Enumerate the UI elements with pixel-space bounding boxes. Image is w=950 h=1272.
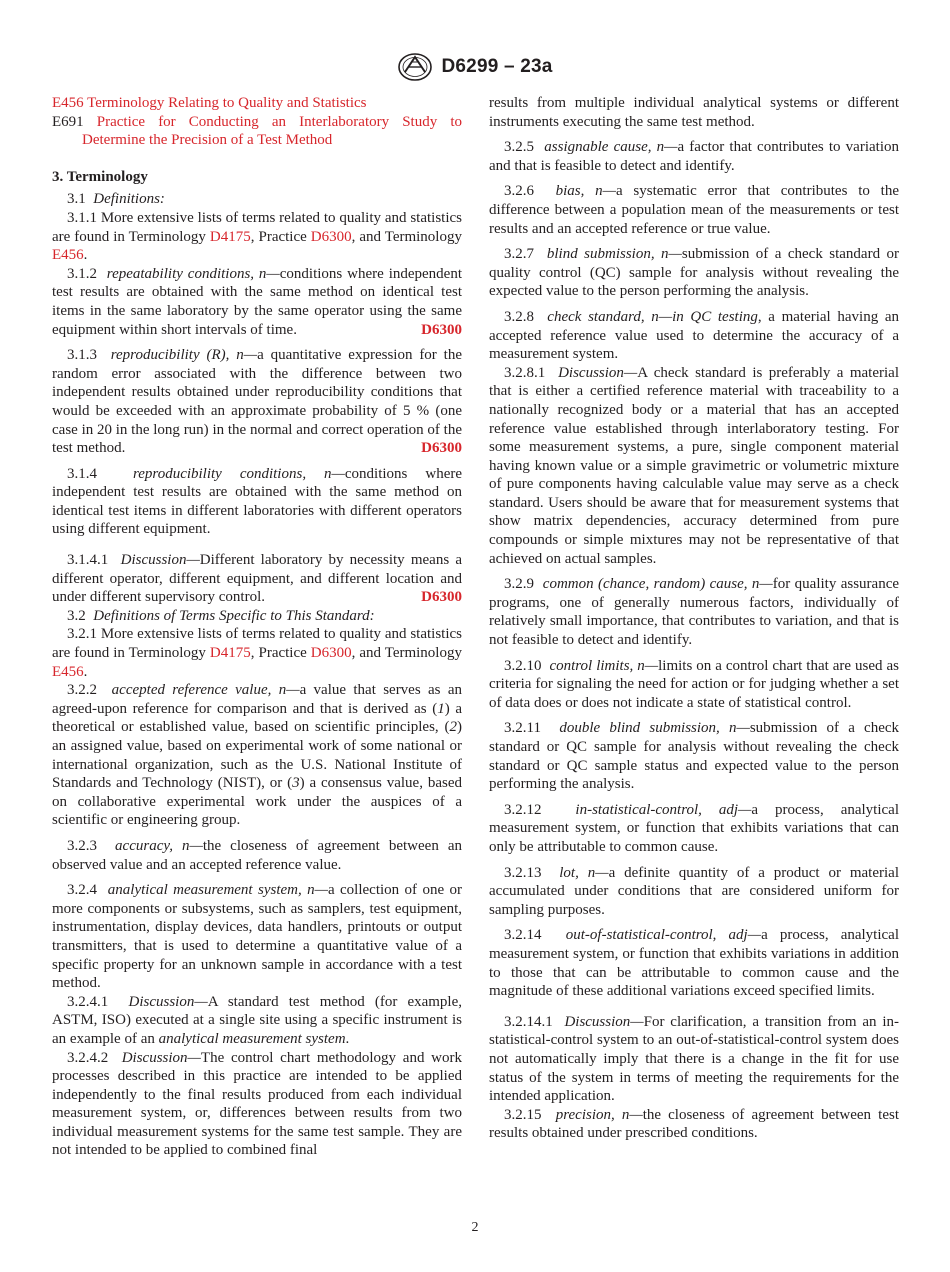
- paragraph-3-1-4: 3.1.4 reproducibility conditions, n—conditions where independent test results are obtained with the same method on identical test items in different laboratories with different operators using different equipment.: [52, 465, 463, 538]
- paragraph-continuation: results from multiple individual analytical systems or different instruments executing the same test method.: [489, 95, 899, 130]
- reference-e456: [52, 94, 462, 113]
- paragraph-3-2-11: 3.2.11 double blind submission, n—submission of a check standard or QC sample for analysis without revealing the check standard or QC sample status and expected value to the person performing the analysis.: [489, 720, 900, 793]
- paragraph-3-2-14: 3.2.14 out-of-statistical-control, adj—a process, analytical measurement system, or function that exhibits variations in addition to those that can be attributable to common cause and the magnitude of these additional variations exceed specified limits.: [489, 927, 900, 1000]
- paragraph-3-2-3: 3.2.3 accuracy, n—the closeness of agreement between an observed value and an accepted reference value.: [52, 837, 462, 873]
- reference-code[interactable]: E456: [52, 95, 84, 111]
- paragraph-3-2-2: 3.2.2 accepted reference value, n—a value that serves as an agreed-upon reference for comparison and that is derived as (1) a theoretical or established value, based on scientific principles, (2) an assigned value, based on experimental work of some national or international organization, such as the U.S. National Institute of Standards and Technology (NIST), or (3) a consensus value, based on collaborative experimental work under the auspices of a scientific or engineering group.: [52, 682, 462, 829]
- reference-title[interactable]: Terminology Relating to Quality and Statistics: [87, 95, 367, 111]
- paragraph-3-2-5: 3.2.5 assignable cause, n—a factor that contributes to variation and that is feasible to detect and identify.: [489, 139, 899, 174]
- reference-e691: [52, 113, 462, 150]
- link-d6300[interactable]: D6300: [310, 645, 352, 662]
- link-e456[interactable]: E456: [52, 247, 84, 264]
- link-d4175[interactable]: D4175: [209, 645, 251, 662]
- paragraph-3-2-7: 3.2.7 blind submission, n—submission of a check standard or quality control (QC) sample for analysis without revealing the expected value to the person performing the analysis.: [489, 246, 899, 300]
- paragraph-3-2-4-1: 3.2.4.1 Discussion—A standard test method (for example, ASTM, ISO) executed at a single site using a specific instrument is an example of an analytical measurement system.: [52, 993, 462, 1047]
- paragraph-3-2-4: 3.2.4 analytical measurement system, n—a collection of one or more components or subsystems, such as samplers, test equipment, instrumentation, display devices, data handlers, printouts or output transmitters, that is used to determine a quantitative value of a specific property for an unknown sample in accordance with a test method.: [52, 882, 462, 992]
- paragraph-3-2-10: 3.2.10 control limits, n—limits on a control chart that are used as criteria for signaling the need for action or for judging whether a set of data does or does not indicate a state of statistical control.: [489, 657, 900, 711]
- link-e456[interactable]: E456: [52, 663, 84, 680]
- paragraph-3-2-6: 3.2.6 bias, n—a systematic error that contributes to the difference between a population mean of the measurements or test results and an accepted reference or true value.: [489, 183, 899, 237]
- paragraph-3-2-15: 3.2.15 precision, n—the closeness of agreement between test results obtained under prescribed conditions.: [489, 1106, 899, 1142]
- paragraph-3-2-8-1: 3.2.8.1 Discussion—A check standard is preferably a material that is either a certified reference material with traceability to a nationally recognized body or a material that has an accepted reference value established through interlaboratory testing. For some measurement systems, a pure, single component material having known value or a simple gravimetric or volumetric mixture of pure components having calculable value may serve as a check standard. Users should be aware that for measurement systems that show matrix dependencies, accuracy determined from pure compounds or simple mixtures may not be representative of that achieved on actual samples.: [489, 364, 899, 567]
- source-d6300[interactable]: D6300: [421, 321, 462, 338]
- source-d6300[interactable]: D6300: [421, 440, 462, 457]
- section-heading: 3. Terminology: [52, 168, 148, 185]
- paragraph-3-2-9: 3.2.9 common (chance, random) cause, n—for quality assurance programs, one of generally numerous factors, individually of relatively small importance, that contributes to variation, and that is not feasible to detect and identify.: [489, 576, 900, 649]
- paragraph-3-2-1: 3.2.1 More extensive lists of terms related to quality and statistics are found in Terminology D4175, Practice D6300, and Terminology E456.: [52, 626, 462, 680]
- paragraph-3-2-8: 3.2.8 check standard, n—in QC testing, a material having an accepted reference value used to determine the accuracy of a measurement system.: [489, 308, 900, 363]
- link-d6300[interactable]: D6300: [310, 228, 352, 245]
- paragraph-3-2-12: 3.2.12 in-statistical-control, adj—a process, analytical measurement system, or function that exhibits variations that can only be attributable to common cause.: [489, 801, 899, 855]
- paragraph-3-2: 3.2 Definitions of Terms Specific to This Standard:: [67, 607, 375, 624]
- page-header: [0, 52, 950, 82]
- link-d4175[interactable]: D4175: [209, 228, 251, 245]
- paragraph-3-1-2: 3.1.2 repeatability conditions, n—conditions where independent test results are obtained with the same method on identical test items in the same laboratory by the same operator using the same equipment within short intervals of time. D6300: [52, 265, 463, 338]
- paragraph-3-1: 3.1 Definitions:: [67, 191, 165, 208]
- paragraph-3-1-4-1: 3.1.4.1 Discussion—Different laboratory by necessity means a different operator, different equipment, and different location and under different supervisory control. D6300: [52, 552, 462, 606]
- astm-logo-icon: [397, 52, 433, 82]
- right-column: [489, 94, 899, 1143]
- source-d6300[interactable]: D6300: [421, 589, 462, 606]
- paragraph-3-2-14-1: 3.2.14.1 Discussion—For clarification, a transition from an in-statistical-control system to an out-of-statistical-control system does not automatically imply that there is a change in the fit for use status of the system in terms of meeting the requirements for the intended application.: [489, 1013, 900, 1105]
- paragraph-3-2-4-2: 3.2.4.2 Discussion—The control chart methodology and work processes described in this practice are intended to be applied independently to the final results produced from each individual measurement system, or, differences between results from two individual measurement systems for the same test sample. They are not intended to be applied to combined final: [52, 1049, 462, 1159]
- paragraph-3-1-1: 3.1.1 More extensive lists of terms related to quality and statistics are found in Terminology D4175, Practice D6300, and Terminology E456.: [52, 209, 462, 264]
- page-number: 2: [471, 1220, 479, 1235]
- reference-code: E691: [52, 113, 84, 130]
- left-column: [52, 94, 462, 1160]
- document-id: D6299 – 23a: [441, 56, 553, 77]
- paragraph-3-2-13: 3.2.13 lot, n—a definite quantity of a product or material accumulated under conditions that are considered uniform for sampling purposes.: [489, 864, 899, 918]
- reference-title[interactable]: Practice for Conducting an Interlaboratory Study to Determine the Precision of a Test Method: [82, 113, 462, 149]
- paragraph-3-1-3: 3.1.3 reproducibility (R), n—a quantitative expression for the random error associated with the difference between two independent results obtained under reproducibility conditions that would be exceeded with an approximate probability of 5 % (one case in 20 in the long run) in the normal and correct operation of the test method. D6300: [52, 347, 462, 457]
